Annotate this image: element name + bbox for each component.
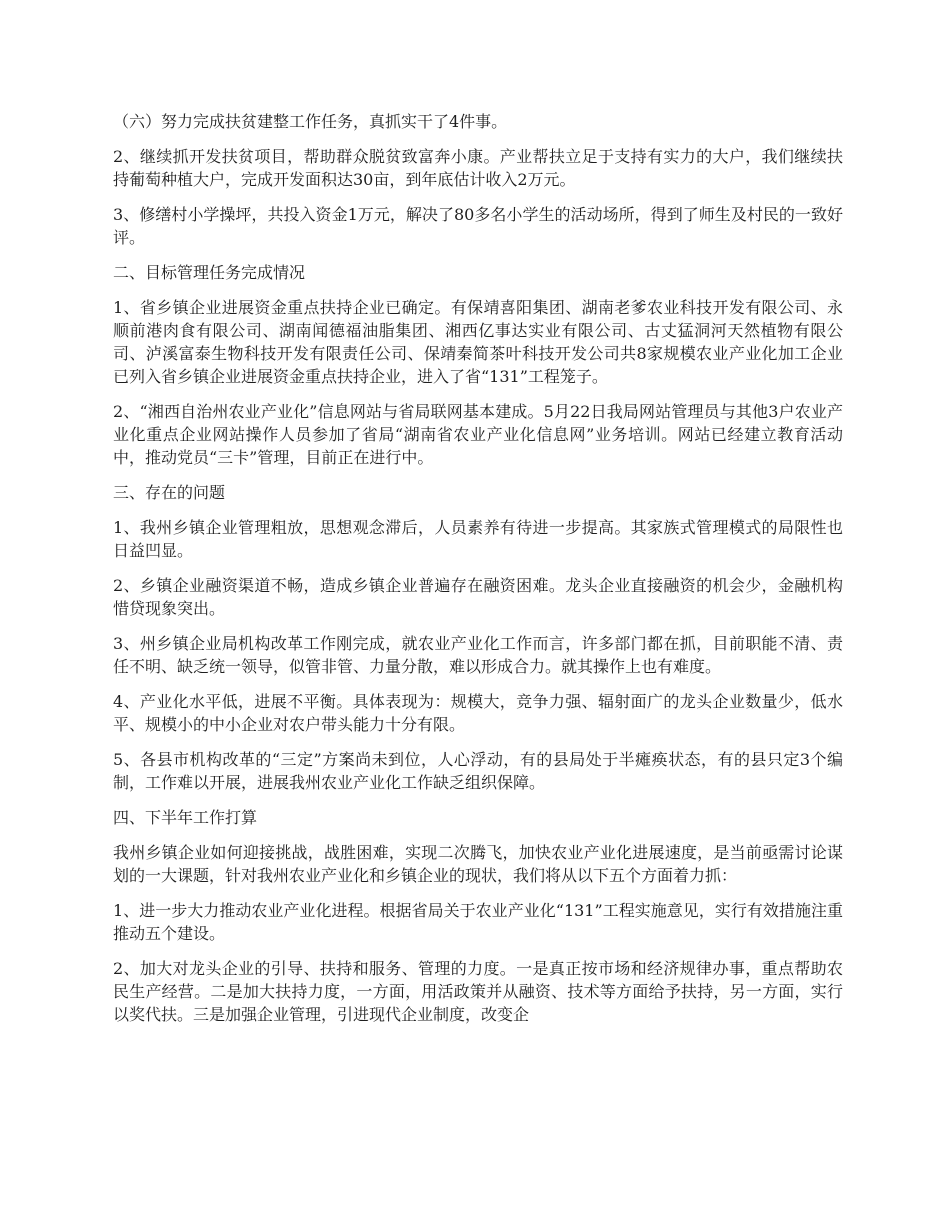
paragraph-key-enterprises: 1、省乡镇企业进展资金重点扶持企业已确定。有保靖喜阳集团、湖南老爹农业科技开发有限公司、永顺前港肉食有限公司、湖南闻德福油脂集团、湘西亿事达实业有限公司、古丈猛洞河天然植物有限公司、泸溪富泰生物科技开发有限责任公司、保靖秦简茶叶科技开发公司共8家规模农业产业化加工企业已列入省乡镇企业进展资金重点扶持企业，进入了省“131”工程笼子。 xyxy=(113,298,843,386)
paragraph-plan-1: 1、进一步大力推动农业产业化进程。根据省局关于农业产业化“131”工程实施意见，实行有效措施注重推动五个建设。 xyxy=(113,901,843,943)
paragraph-school-playground: 3、修缮村小学操坪，共投入资金1万元，解决了80多名小学生的活动场所，得到了师生及村民的一致好评。 xyxy=(113,205,843,247)
paragraph-plans-intro: 我州乡镇企业如何迎接挑战，战胜困难，实现二次腾飞，加快农业产业化进展速度，是当前亟需讨论谋划的一大课题，针对我州农业产业化和乡镇企业的现状，我们将从以下五个方面着力抓： xyxy=(113,843,843,885)
section-heading-plans: 四、下半年工作打算 xyxy=(113,808,258,827)
section-heading-problems: 三、存在的问题 xyxy=(113,483,226,502)
paragraph-problem-3: 3、州乡镇企业局机构改革工作刚完成，就农业产业化工作而言，许多部门都在抓，目前职能不清、责任不明、缺乏统一领导，似管非管、力量分散，难以形成合力。就其操作上也有难度。 xyxy=(113,634,843,676)
paragraph-problem-5: 5、各县市机构改革的“三定”方案尚未到位，人心浮动，有的县局处于半瘫痪状态，有的县只定3个编制，工作难以开展，进展我州农业产业化工作缺乏组织保障。 xyxy=(113,750,843,792)
section-heading-target-management: 二、目标管理任务完成情况 xyxy=(113,263,306,282)
paragraph-website: 2、“湘西自治州农业产业化”信息网站与省局联网基本建成。5月22日我局网站管理员与其他3户农业产业化重点企业网站操作人员参加了省局“湖南省农业产业化信息网”业务培训。网站已经建立教育活动中，推动党员“三卡”管理，目前正在进行中。 xyxy=(113,402,843,467)
paragraph-problem-1: 1、我州乡镇企业管理粗放，思想观念滞后，人员素养有待进一步提高。其家族式管理模式的局限性也日益凹显。 xyxy=(113,518,843,560)
paragraph-problem-4: 4、产业化水平低，进展不平衡。具体表现为：规模大，竞争力强、辐射面广的龙头企业数量少，低水平、规模小的中小企业对农户带头能力十分有限。 xyxy=(113,692,843,734)
document-body xyxy=(113,110,843,1038)
paragraph-poverty-project: 2、继续抓开发扶贫项目，帮助群众脱贫致富奔小康。产业帮扶立足于支持有实力的大户，我们继续扶持葡萄种植大户，完成开发面积达30亩，到年底估计收入2万元。 xyxy=(113,147,843,189)
paragraph-plan-2: 2、加大对龙头企业的引导、扶持和服务、管理的力度。一是真正按市场和经济规律办事，重点帮助农民生产经营。二是加大扶持力度，一方面，用活政策并从融资、技术等方面给予扶持，另一方面，实行以奖代扶。三是加强企业管理，引进现代企业制度，改变企 xyxy=(113,959,843,1024)
paragraph-problem-2: 2、乡镇企业融资渠道不畅，造成乡镇企业普遍存在融资困难。龙头企业直接融资的机会少，金融机构惜贷现象突出。 xyxy=(113,576,843,618)
paragraph-section-six-heading: （六）努力完成扶贫建整工作任务，真抓实干了4件事。 xyxy=(113,112,508,131)
